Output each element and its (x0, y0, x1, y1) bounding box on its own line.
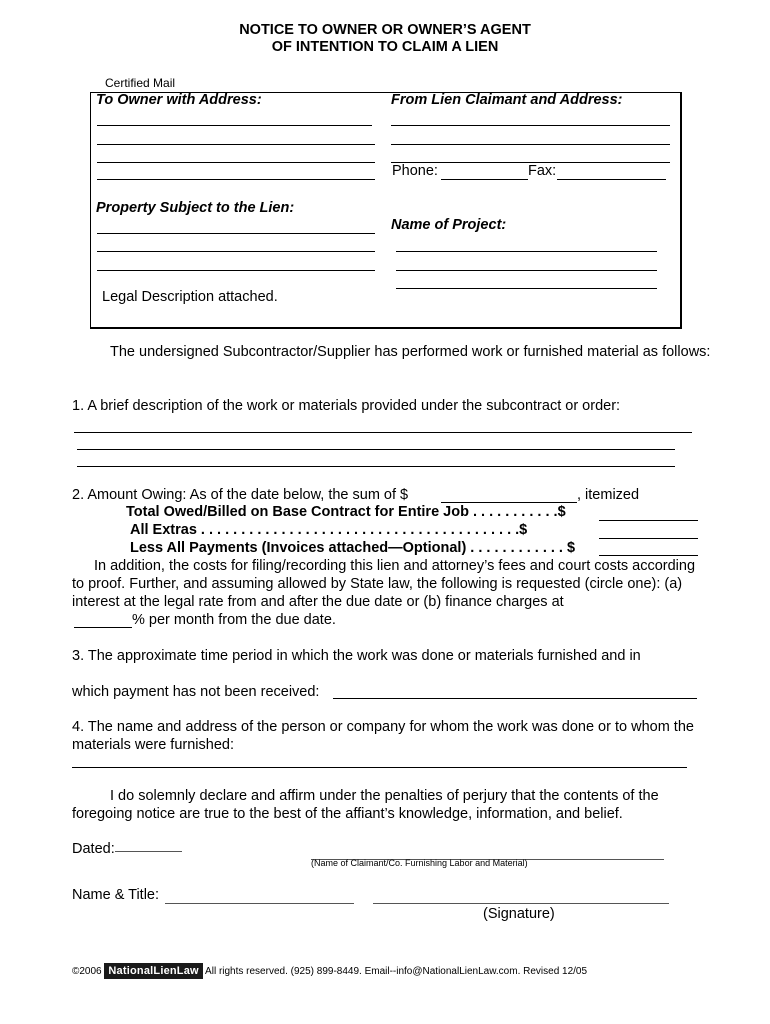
item2-itemized: , itemized (577, 487, 640, 503)
item4-line[interactable] (72, 767, 687, 768)
all-extras-field[interactable] (599, 538, 698, 539)
project-line-2[interactable] (396, 270, 657, 271)
from-claimant-label: From Lien Claimant and Address: (391, 92, 623, 108)
property-line-3[interactable] (97, 270, 375, 271)
signature-field[interactable] (373, 903, 669, 904)
less-payments-label: Less All Payments (Invoices attached—Optional) . . . . . . . . . . . . $ (130, 540, 576, 556)
all-extras-label: All Extras . . . . . . . . . . . . . . . . . . . . . . . . . . . . . . . . . . . . . . . .$ (130, 522, 528, 538)
item1-line-1[interactable] (74, 432, 692, 433)
item4-text: 4. The name and address of the person or company for whom the work was done or to whom the materials were furnished: (72, 719, 694, 753)
form-title-line1: NOTICE TO OWNER OR OWNER’S AGENT (239, 22, 531, 38)
phone-field[interactable] (441, 179, 528, 180)
owner-address-line-1[interactable] (97, 125, 372, 126)
fax-label: Fax: (528, 163, 557, 179)
certified-mail-label: Certified Mail (105, 76, 176, 90)
claimant-address-line-1[interactable] (391, 125, 670, 126)
footer-rights-text: All rights reserved. (925) 899-8449. Email--info@NationalLienLaw.com. Revised 12/05 (205, 966, 588, 977)
project-line-3[interactable] (396, 288, 657, 289)
dated-field[interactable] (115, 851, 182, 852)
claimant-caption: (Name of Claimant/Co. Furnishing Labor and Material) (311, 858, 528, 868)
time-period-field[interactable] (333, 698, 697, 699)
item2-amount-prefix: 2. Amount Owing: As of the date below, the sum of $ (72, 487, 409, 503)
item3-line2: which payment has not been received: (72, 684, 320, 700)
form-title-line2: OF INTENTION TO CLAIM A LIEN (271, 39, 499, 55)
item1-line-2[interactable] (77, 449, 675, 450)
less-payments-field[interactable] (599, 555, 698, 556)
property-line-2[interactable] (97, 251, 375, 252)
project-label: Name of Project: (391, 217, 507, 233)
project-line-1[interactable] (396, 251, 657, 252)
fax-field[interactable] (557, 179, 666, 180)
legal-description-note: Legal Description attached. (102, 289, 278, 305)
signature-caption: (Signature) (483, 906, 555, 922)
item2-addition-paragraph: In addition, the costs for filing/recording this lien and attorney’s fees and court costs according to proof. Further, and assuming allowed by State law, the following is requested (circle one): (a) interest at the legal rate from and after the due date or (b) finance charges at (72, 558, 696, 610)
intro-paragraph: The undersigned Subcontractor/Supplier has performed work or furnished material as follows: (110, 344, 711, 360)
item3-line1: 3. The approximate time period in which the work was done or materials furnished and in (72, 648, 641, 664)
footer (72, 963, 587, 979)
owner-address-line-3[interactable] (97, 162, 375, 163)
phone-label: Phone: (392, 163, 438, 179)
percent-field[interactable] (74, 627, 132, 628)
item1-text: 1. A brief description of the work or materials provided under the subcontract or order: (72, 398, 621, 414)
name-title-field[interactable] (165, 903, 354, 904)
item2-percent-text: % per month from the due date. (132, 612, 336, 628)
owner-address-line-2[interactable] (97, 144, 375, 145)
total-owed-field[interactable] (599, 520, 698, 521)
owner-address-line-4[interactable] (97, 179, 375, 180)
claimant-address-line-2[interactable] (391, 144, 670, 145)
dated-label: Dated: (72, 841, 115, 857)
declaration-paragraph: I do solemnly declare and affirm under the penalties of perjury that the contents of the foregoing notice are true to the best of the affiant’s knowledge, information, and belief. (72, 788, 659, 822)
item1-line-3[interactable] (77, 466, 675, 467)
name-title-label: Name & Title: (72, 887, 160, 903)
property-label: Property Subject to the Lien: (96, 200, 295, 216)
nationallienlaw-logo: NationalLienLaw (104, 963, 202, 979)
to-owner-label: To Owner with Address: (96, 92, 262, 108)
copyright-text: ©2006 (72, 966, 102, 977)
total-owed-label: Total Owed/Billed on Base Contract for Entire Job . . . . . . . . . . .$ (126, 504, 566, 520)
property-line-1[interactable] (97, 233, 375, 234)
